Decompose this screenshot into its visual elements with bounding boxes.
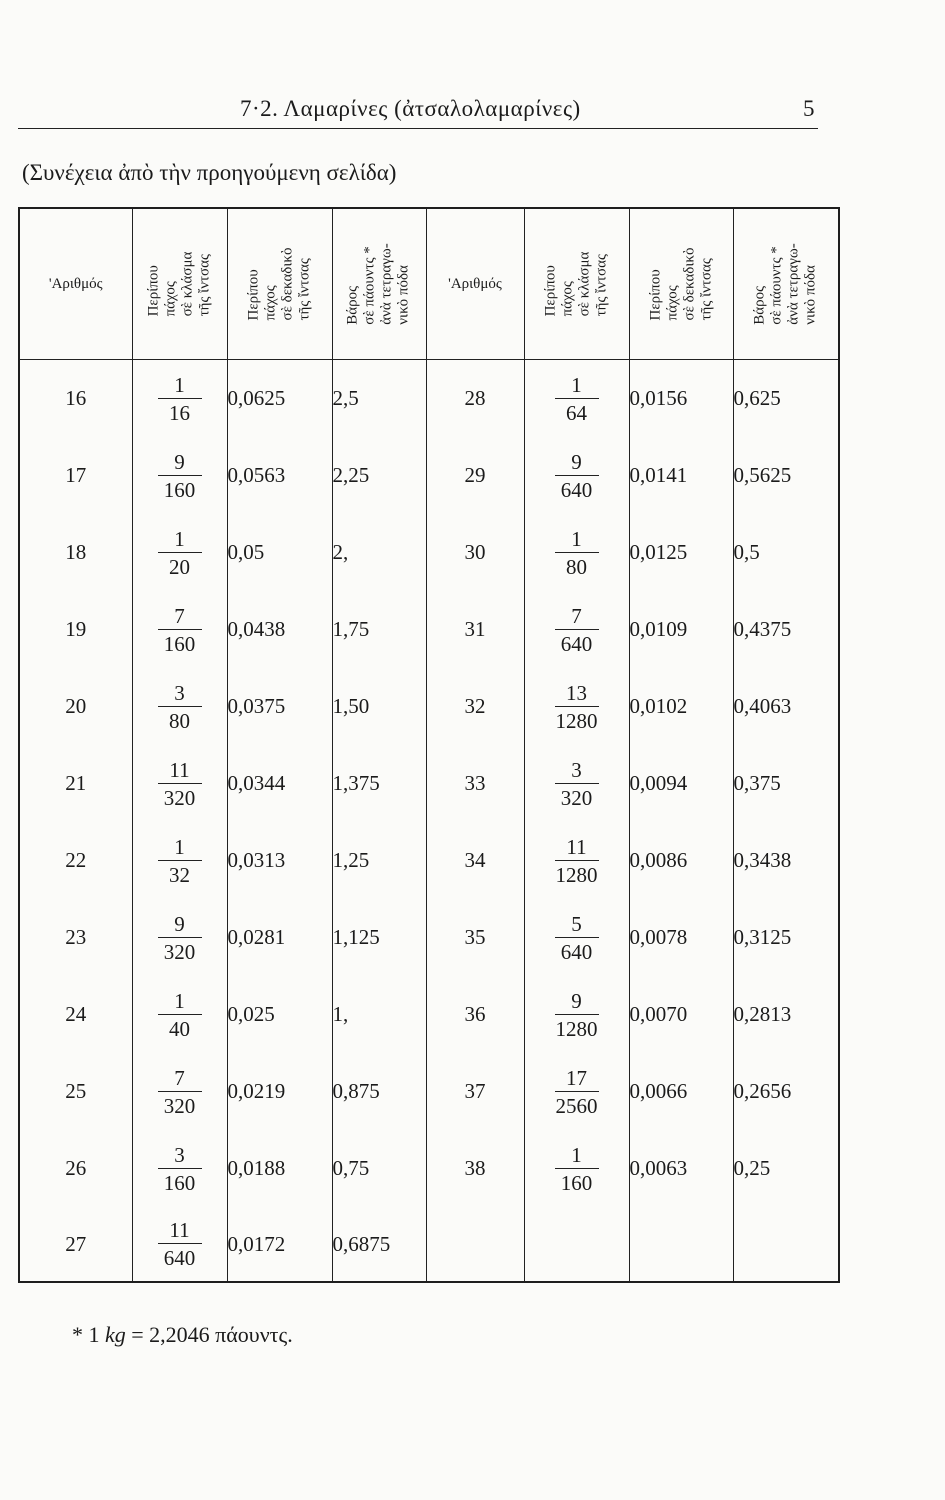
table-row: [19, 360, 839, 438]
fraction-numerator: 7: [174, 1065, 185, 1090]
gauge-number-2: 33: [426, 745, 524, 822]
fraction-numerator: 9: [174, 911, 185, 936]
weight-per-sqft-2: [733, 1207, 839, 1282]
fraction-numerator: 1: [174, 526, 185, 551]
fraction-bar: [158, 1168, 202, 1169]
col-header-number-2: 'Αριθμός: [426, 208, 524, 360]
fraction-denominator: 1280: [555, 862, 598, 887]
header-rule: [18, 128, 818, 129]
weight-per-sqft-2: 0,5: [733, 514, 839, 591]
fraction-bar: [555, 552, 599, 553]
fraction-denominator: 64: [566, 400, 587, 425]
thickness-fraction-2: [524, 668, 629, 745]
thickness-decimal: 0,0188: [227, 1130, 332, 1207]
gauge-number: 20: [19, 668, 132, 745]
thickness-decimal-2: 0,0070: [629, 976, 733, 1053]
thickness-decimal-2: 0,0125: [629, 514, 733, 591]
table-row: [19, 822, 839, 899]
col-header-decimal-2: Περίπου πάχος σὲ δεκαδικὸ τῆς ἴντσας: [629, 208, 733, 360]
thickness-fraction-2: [524, 1130, 629, 1207]
fraction-numerator: 3: [174, 680, 185, 705]
thickness-fraction: [132, 1207, 227, 1282]
weight-per-sqft: 0,875: [332, 1053, 426, 1130]
gauge-number: 18: [19, 514, 132, 591]
fraction-numerator: 11: [169, 1218, 190, 1242]
fraction-numerator: 3: [571, 757, 582, 782]
thickness-fraction: [132, 514, 227, 591]
weight-per-sqft: 1,25: [332, 822, 426, 899]
thickness-fraction-2: [524, 899, 629, 976]
thickness-fraction-2: [524, 976, 629, 1053]
footnote-marker: * 1: [72, 1322, 100, 1347]
fraction-denominator: 320: [560, 785, 593, 810]
fraction-bar: [158, 552, 202, 553]
thickness-fraction: [132, 668, 227, 745]
fraction-bar: [158, 860, 202, 861]
fraction-bar: [158, 706, 202, 707]
thickness-decimal: 0,0219: [227, 1053, 332, 1130]
fraction-denominator: 320: [163, 939, 196, 964]
thickness-fraction-2: [524, 822, 629, 899]
gauge-number: 21: [19, 745, 132, 822]
gauge-number-2: 29: [426, 437, 524, 514]
thickness-decimal: 0,05: [227, 514, 332, 591]
fraction-numerator: 17: [566, 1065, 587, 1090]
fraction-numerator: 7: [571, 603, 582, 628]
gauge-number-2: 28: [426, 360, 524, 438]
fraction-bar: [555, 475, 599, 476]
thickness-fraction-2: [524, 514, 629, 591]
gauge-number: 27: [19, 1207, 132, 1282]
fraction-bar: [158, 937, 202, 938]
thickness-fraction-2: [524, 360, 629, 438]
fraction-numerator: 11: [566, 834, 587, 859]
fraction-numerator: 1: [174, 372, 185, 397]
fraction-numerator: 5: [571, 911, 582, 936]
weight-per-sqft: 2,25: [332, 437, 426, 514]
gauge-number-2: 38: [426, 1130, 524, 1207]
thickness-decimal: 0,0438: [227, 591, 332, 668]
weight-per-sqft-2: 0,625: [733, 360, 839, 438]
fraction-bar: [158, 629, 202, 630]
thickness-decimal: 0,0625: [227, 360, 332, 438]
fraction-bar: [158, 1091, 202, 1092]
weight-per-sqft: 2,: [332, 514, 426, 591]
thickness-decimal-2: 0,0102: [629, 668, 733, 745]
fraction-numerator: 1: [571, 1142, 582, 1167]
fraction-bar: [555, 783, 599, 784]
thickness-decimal: 0,0563: [227, 437, 332, 514]
weight-per-sqft: 2,5: [332, 360, 426, 438]
fraction-bar: [158, 783, 202, 784]
thickness-fraction: [132, 591, 227, 668]
weight-per-sqft-2: 0,25: [733, 1130, 839, 1207]
thickness-decimal-2: 0,0066: [629, 1053, 733, 1130]
table-row: [19, 668, 839, 745]
gauge-number-2: 34: [426, 822, 524, 899]
fraction-numerator: 3: [174, 1142, 185, 1167]
table-row: [19, 1207, 839, 1282]
col-header-weight: Βάρος σὲ πάουντς * ἀνὰ τετραγω- νικὸ πόδα: [332, 208, 426, 360]
thickness-fraction: [132, 360, 227, 438]
gauge-number: 22: [19, 822, 132, 899]
gauge-number-2: [426, 1207, 524, 1282]
weight-per-sqft-2: 0,375: [733, 745, 839, 822]
weight-per-sqft-2: 0,4063: [733, 668, 839, 745]
weight-per-sqft: 1,125: [332, 899, 426, 976]
fraction-bar: [555, 398, 599, 399]
fraction-numerator: 7: [174, 603, 185, 628]
gauge-number: 17: [19, 437, 132, 514]
table-row: [19, 976, 839, 1053]
footnote-text: = 2,2046 πάουντς.: [131, 1322, 293, 1347]
col-header-fraction: Περίπου πάχος σὲ κλάσμα τῆς ἴντσας: [132, 208, 227, 360]
thickness-decimal: 0,0281: [227, 899, 332, 976]
thickness-decimal-2: 0,0086: [629, 822, 733, 899]
fraction-numerator: 1: [174, 834, 185, 859]
fraction-denominator: 320: [163, 1093, 196, 1118]
gauge-number-2: 36: [426, 976, 524, 1053]
col-header-number: 'Αριθμός: [19, 208, 132, 360]
footnote-unit: kg: [105, 1322, 126, 1347]
weight-per-sqft: 1,375: [332, 745, 426, 822]
fraction-bar: [555, 629, 599, 630]
gauge-number: 24: [19, 976, 132, 1053]
weight-per-sqft-2: 0,2656: [733, 1053, 839, 1130]
weight-per-sqft-2: 0,3438: [733, 822, 839, 899]
sheet-gauge-table: [18, 207, 840, 1283]
thickness-decimal: 0,025: [227, 976, 332, 1053]
fraction-bar: [555, 1014, 599, 1015]
thickness-decimal: 0,0172: [227, 1207, 332, 1282]
continuation-note: (Συνέχεια ἀπὸ τὴν προηγούμενη σελίδα): [22, 160, 397, 185]
fraction-bar: [555, 937, 599, 938]
gauge-number: 19: [19, 591, 132, 668]
thickness-fraction: [132, 1053, 227, 1130]
thickness-fraction: [132, 437, 227, 514]
fraction-bar: [555, 706, 599, 707]
fraction-denominator: 160: [163, 477, 196, 502]
thickness-decimal-2: 0,0156: [629, 360, 733, 438]
gauge-number-2: 30: [426, 514, 524, 591]
fraction-denominator: 160: [163, 631, 196, 656]
fraction-bar: [555, 860, 599, 861]
col-header-fraction-2: Περίπου πάχος σὲ κλάσμα τῆς ἴντσας: [524, 208, 629, 360]
fraction-denominator: 16: [169, 400, 190, 425]
fraction-denominator: 1280: [555, 708, 598, 733]
table-row: [19, 514, 839, 591]
fraction-bar: [158, 398, 202, 399]
thickness-decimal-2: 0,0078: [629, 899, 733, 976]
weight-per-sqft: 1,: [332, 976, 426, 1053]
gauge-number: 25: [19, 1053, 132, 1130]
fraction-numerator: 1: [571, 526, 582, 551]
thickness-decimal-2: 0,0141: [629, 437, 733, 514]
thickness-fraction: [132, 822, 227, 899]
weight-per-sqft: 0,6875: [332, 1207, 426, 1282]
col-header-decimal: Περίπου πάχος σὲ δεκαδικὸ τῆς ἴντσας: [227, 208, 332, 360]
table-row: [19, 1130, 839, 1207]
thickness-fraction: [132, 1130, 227, 1207]
gauge-number-2: 37: [426, 1053, 524, 1130]
fraction-denominator: 640: [560, 939, 593, 964]
thickness-fraction-2: [524, 745, 629, 822]
page-header-title: 7·2. Λαμαρίνες (ἀτσαλολαμαρίνες): [240, 96, 581, 121]
thickness-fraction-2: [524, 591, 629, 668]
fraction-denominator: 80: [169, 708, 190, 733]
weight-per-sqft: 1,50: [332, 668, 426, 745]
thickness-fraction-2: [524, 437, 629, 514]
fraction-denominator: 640: [163, 1246, 196, 1270]
fraction-numerator: 9: [571, 988, 582, 1013]
thickness-decimal-2: 0,0094: [629, 745, 733, 822]
fraction-denominator: 320: [163, 785, 196, 810]
thickness-fraction: [132, 899, 227, 976]
gauge-number: 26: [19, 1130, 132, 1207]
weight-per-sqft-2: 0,2813: [733, 976, 839, 1053]
weight-per-sqft: 1,75: [332, 591, 426, 668]
table-row: [19, 745, 839, 822]
fraction-bar: [158, 1243, 202, 1244]
table-row: [19, 1053, 839, 1130]
header-row: [19, 208, 839, 360]
page-number: 5: [803, 96, 815, 121]
gauge-number: 16: [19, 360, 132, 438]
thickness-fraction: [132, 745, 227, 822]
gauge-number: 23: [19, 899, 132, 976]
fraction-numerator: 11: [169, 757, 190, 782]
weight-per-sqft-2: 0,5625: [733, 437, 839, 514]
fraction-numerator: 13: [566, 680, 587, 705]
fraction-denominator: 640: [560, 631, 593, 656]
fraction-bar: [158, 1014, 202, 1015]
thickness-decimal: 0,0375: [227, 668, 332, 745]
gauge-number-2: 35: [426, 899, 524, 976]
fraction-numerator: 9: [174, 449, 185, 474]
thickness-decimal: 0,0344: [227, 745, 332, 822]
thickness-decimal-2: 0,0063: [629, 1130, 733, 1207]
thickness-decimal: 0,0313: [227, 822, 332, 899]
table-row: [19, 899, 839, 976]
weight-per-sqft: 0,75: [332, 1130, 426, 1207]
fraction-bar: [555, 1091, 599, 1092]
fraction-denominator: 40: [169, 1016, 190, 1041]
thickness-fraction-2: [524, 1207, 629, 1282]
thickness-decimal-2: 0,0109: [629, 591, 733, 668]
fraction-denominator: 640: [560, 477, 593, 502]
table-row: [19, 591, 839, 668]
fraction-bar: [555, 1168, 599, 1169]
fraction-numerator: 9: [571, 449, 582, 474]
fraction-denominator: 1280: [555, 1016, 598, 1041]
table-body: [19, 360, 839, 1283]
footnote: [72, 1322, 293, 1348]
thickness-decimal-2: [629, 1207, 733, 1282]
thickness-fraction: [132, 976, 227, 1053]
thickness-fraction-2: [524, 1053, 629, 1130]
fraction-numerator: 1: [571, 372, 582, 397]
weight-per-sqft-2: 0,3125: [733, 899, 839, 976]
col-header-weight-2: Βάρος σὲ πάουντς * ἀνὰ τετραγω- νικὸ πόδα: [733, 208, 839, 360]
fraction-bar: [158, 475, 202, 476]
fraction-denominator: 2560: [555, 1093, 598, 1118]
fraction-denominator: 160: [163, 1170, 196, 1195]
fraction-numerator: 1: [174, 988, 185, 1013]
fraction-denominator: 32: [169, 862, 190, 887]
fraction-denominator: 20: [169, 554, 190, 579]
gauge-number-2: 32: [426, 668, 524, 745]
table-row: [19, 437, 839, 514]
gauge-number-2: 31: [426, 591, 524, 668]
weight-per-sqft-2: 0,4375: [733, 591, 839, 668]
fraction-denominator: 80: [566, 554, 587, 579]
fraction-denominator: 160: [560, 1170, 593, 1195]
